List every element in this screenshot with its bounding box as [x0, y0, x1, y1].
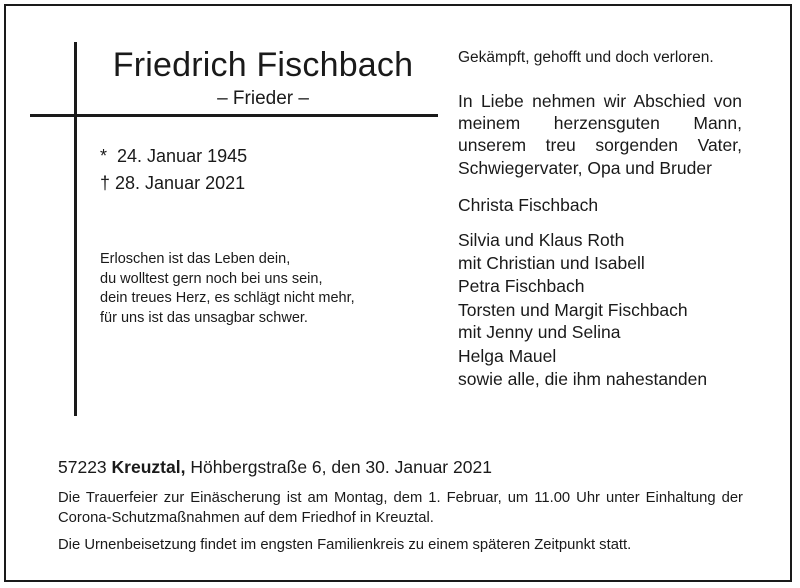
deceased-name: Friedrich Fischbach [112, 46, 414, 84]
family-list [458, 194, 742, 391]
poem-line: für uns ist das unsagbar schwer. [100, 309, 308, 326]
address-rest: Höhbergstraße 6, den 30. Januar 2021 [190, 457, 492, 477]
cross-vertical-bar [74, 42, 77, 416]
burial-info: Die Urnenbeisetzung findet im engsten Familienkreis zu einem späteren Zeitpunkt statt. [58, 537, 632, 553]
deceased-nickname: – Frieder – [217, 88, 309, 109]
family-line: mit Christian und Isabell [458, 252, 645, 273]
family-line: Petra Fischbach [458, 276, 585, 297]
footer [58, 456, 743, 555]
family-line: mit Jenny und Selina [458, 322, 621, 343]
life-dates [100, 144, 247, 198]
family-wife [458, 194, 742, 217]
postcode: 57223 [58, 457, 107, 477]
family-line: Christa Fischbach [458, 194, 599, 215]
family-line: sowie alle, die ihm nahestanden [458, 369, 708, 390]
birth-date: * 24. Januar 1945 [100, 146, 248, 166]
family-line: Helga Mauel [458, 345, 557, 366]
poem-line: dein treues Herz, es schlägt nicht mehr, [100, 290, 355, 306]
farewell-text: In Liebe nehmen wir Abschied von meinem herzensguten Mann, unserem treu sorgenden Vater, Schwiegervater, Opa und Bruder [458, 91, 742, 178]
family-entry [458, 299, 742, 344]
poem-line: Erloschen ist das Leben dein, [100, 251, 291, 267]
family-line: Silvia und Klaus Roth [458, 230, 625, 251]
family-entry [458, 345, 742, 368]
city: Kreuztal, [111, 457, 186, 477]
motto: Gekämpft, gehofft und doch verloren. [458, 49, 714, 66]
death-date: † 28. Januar 2021 [100, 173, 246, 193]
ceremony-info: Die Trauerfeier zur Einäscherung ist am Montag, dem 1. Februar, um 11.00 Uhr unter Einhaltung der Corona-Schutzmaßnahmen auf dem Friedhof in Kreuztal. [58, 490, 743, 526]
address-line [58, 456, 743, 478]
poem [100, 250, 355, 328]
family-entry [458, 275, 742, 298]
family-entry [458, 229, 742, 274]
poem-line: du wolltest gern noch bei uns sein, [100, 270, 323, 287]
cross-horizontal-bar [30, 114, 438, 117]
family-entry [458, 368, 742, 391]
mourners-column [458, 48, 742, 392]
family-line: Torsten und Margit Fischbach [458, 299, 688, 320]
